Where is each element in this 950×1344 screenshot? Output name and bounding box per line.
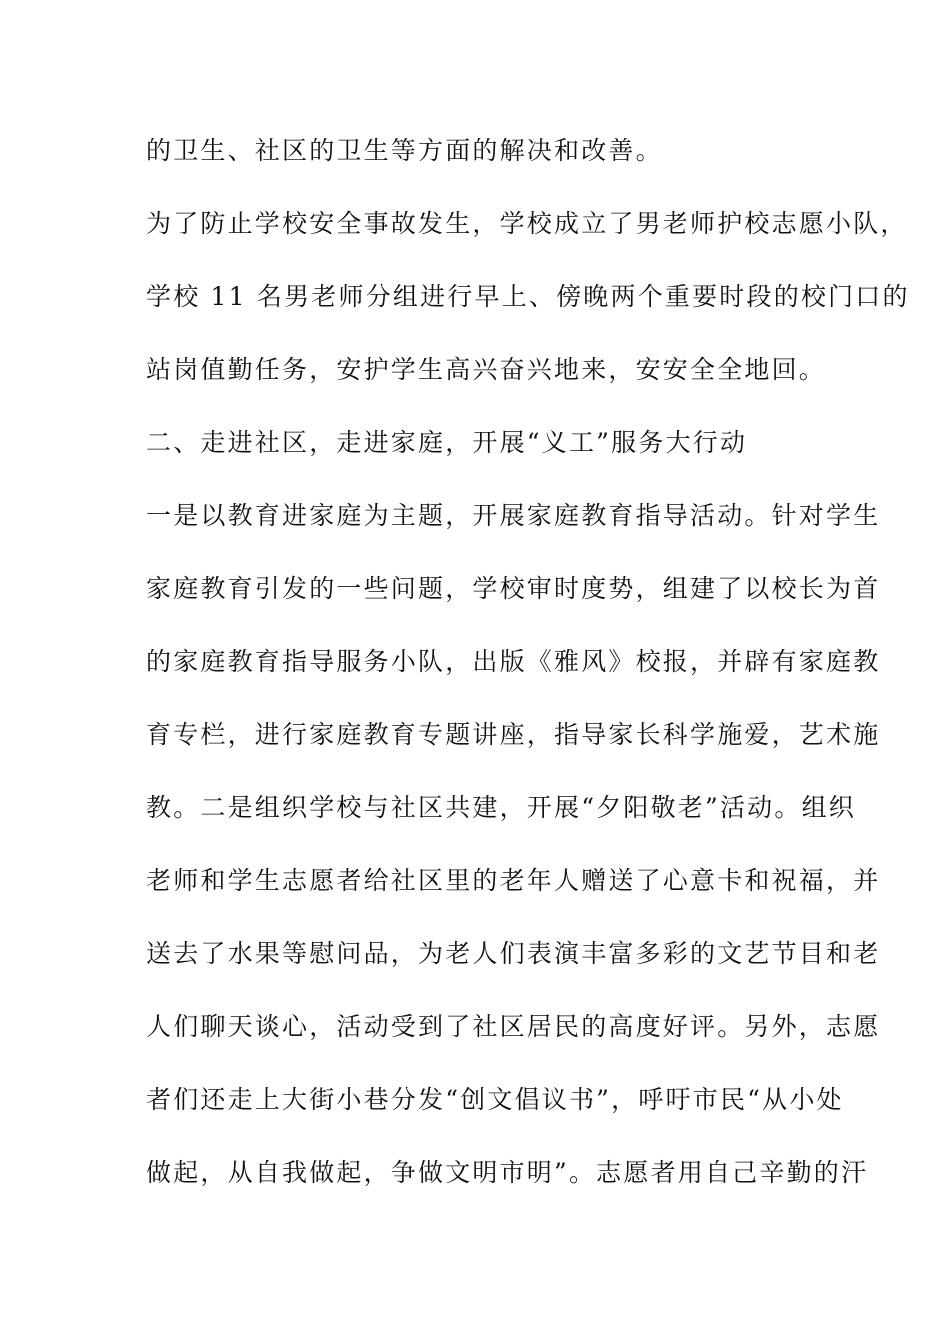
text-line: 为了防止学校安全事故发生，学校成立了男老师护校志愿小队，: [146, 209, 908, 238]
text-line: 一是以教育进家庭为主题，开展家庭教育指导活动。针对学生: [146, 501, 881, 530]
text-line: 送去了水果等慰问品，为老人们表演丰富多彩的文艺节目和老: [146, 939, 881, 968]
text-line: 老师和学生志愿者给社区里的老年人赠送了心意卡和祝福，并: [146, 866, 881, 895]
text-line: 站岗值勤任务，安护学生高兴奋兴地来，安安全全地回。: [146, 355, 827, 384]
text-line: 家庭教育引发的一些问题，学校审时度势，组建了以校长为首: [146, 574, 881, 603]
text-line: 人们聊天谈心，活动受到了社区居民的高度好评。另外，志愿: [146, 1012, 881, 1041]
text-line: 的卫生、社区的卫生等方面的解决和改善。: [146, 136, 663, 165]
text-line: 者们还走上大街小巷分发“创文倡议书”，呼吁市民“从小处: [146, 1085, 844, 1114]
text-line: 的家庭教育指导服务小队，出版《雅风》校报，并辟有家庭教: [146, 647, 881, 676]
text-line: 育专栏，进行家庭教育专题讲座，指导家长科学施爱，艺术施: [146, 720, 881, 749]
text-line: 学校 11 名男老师分组进行早上、傍晚两个重要时段的校门口的: [146, 282, 910, 311]
text-line: 教。二是组织学校与社区共建，开展“夕阳敬老”活动。组织: [146, 793, 856, 822]
text-line: 做起，从自我做起，争做文明市明”。志愿者用自己辛勤的汗: [146, 1158, 869, 1187]
body-text: [146, 128, 910, 1223]
section-heading: 二、走进社区，走进家庭，开展“义工”服务大行动: [146, 428, 748, 457]
